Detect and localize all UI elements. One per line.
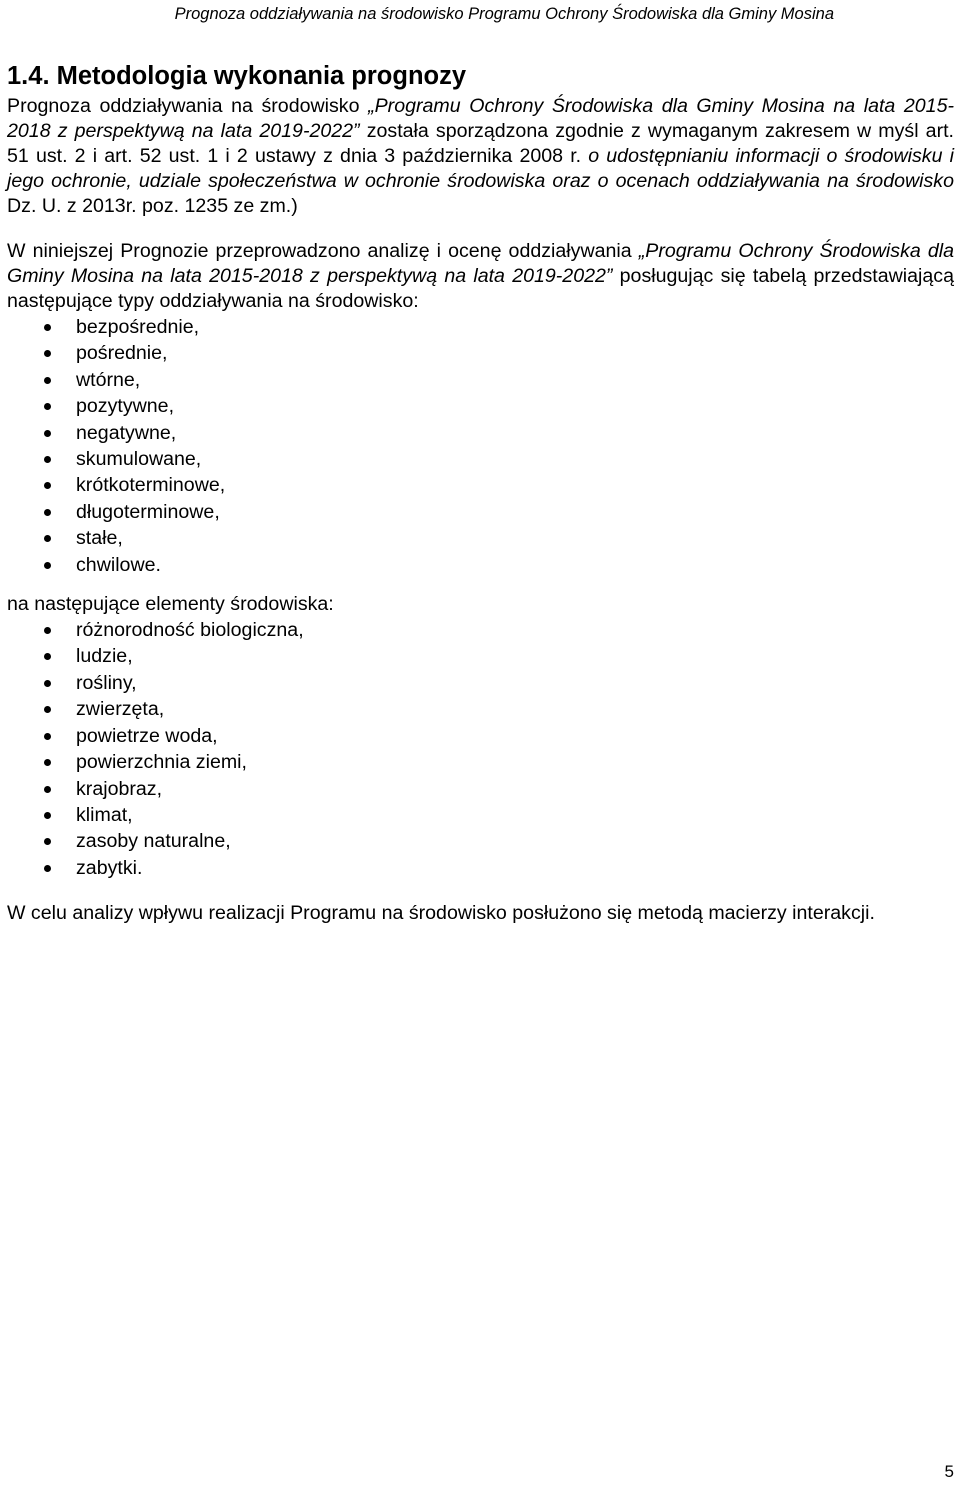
list-item-label: różnorodność biologiczna, [76,619,304,642]
list-item [7,776,954,802]
para2-text-3: posługując się tabelą przedstawiającą następujące typy oddziaływania na środowisko: [7,265,954,312]
list-item [7,855,954,881]
bullet-icon [44,838,51,845]
list-item-label: skumulowane, [76,448,202,471]
section-title: 1.4. Metodologia wykonania prognozy [7,62,467,90]
paragraph-methodology-basis [7,94,954,219]
list-item-label: wtórne, [76,368,141,391]
page-content [7,60,954,926]
list-item-label: powierzchnia ziemi, [76,751,247,774]
list-item [7,617,954,643]
list-item-label: ludzie, [76,645,133,668]
list-item [7,723,954,749]
list-item [7,420,954,446]
list-item [7,367,954,393]
bullet-icon [44,509,51,516]
bullet-icon [44,350,51,357]
para2-text-1: W niniejszej Prognozie przeprowadzono analizę i ocenę oddziaływania [7,240,639,262]
para1-text-1: Prognoza oddziaływania na środowisko [7,95,369,117]
bullet-icon [44,456,51,463]
running-header: Prognoza oddziaływania na środowisko Programu Ochrony Środowiska dla Gminy Mosina [174,5,834,23]
list-item [7,525,954,551]
list-item-label: rośliny, [76,671,137,694]
paragraph-method-summary: W celu analizy wpływu realizacji Programu na środowisko posłużono się metodą macierzy interakcji. [7,902,875,925]
para1-text-3: została sporządzona zgodnie z wymaganym zakresem w myśl art. 51 ust. 2 i art. 52 ust. 1 i 2 ustawy z dnia 3 października 2008 r. [7,120,954,167]
list-item [7,314,954,340]
paragraph-elements-intro: na następujące elementy środowiska: [7,593,334,616]
bullet-icon [44,759,51,766]
list-item [7,340,954,366]
list-item-label: klimat, [76,803,133,826]
list-item-label: bezpośrednie, [76,316,200,338]
list-item [7,749,954,775]
list-item-label: pozytywne, [76,395,175,418]
bullet-icon [44,324,51,331]
list-item [7,670,954,696]
bullet-icon [44,535,51,542]
list-item-label: zasoby naturalne, [76,830,231,853]
list-item [7,828,954,854]
program-title-citation: „Programu Ochrony Środowiska dla Gminy Mosina na lata 2015-2018 z perspektywą na lata 2019-2022” [7,95,954,142]
bullet-icon [44,865,51,872]
list-item-label: powietrze woda, [76,724,218,747]
bullet-icon [44,733,51,740]
program-title-citation-2: „Programu Ochrony Środowiska dla Gminy Mosina na lata 2015-2018 z perspektywą na lata 2019-2022” [7,240,954,287]
list-item-label: stałe, [76,527,123,550]
list-item-label: zabytki. [76,856,143,879]
list-item-label: chwilowe. [76,553,161,576]
bullet-icon [44,562,51,569]
list-item [7,552,954,578]
list-item [7,802,954,828]
list-item [7,446,954,472]
list-item [7,499,954,525]
impact-types-list [7,314,954,578]
bullet-icon [44,482,51,489]
bullet-icon [44,706,51,713]
bullet-icon [44,377,51,384]
environment-elements-list [7,617,954,881]
list-item [7,643,954,669]
list-item-label: krótkoterminowe, [76,474,226,497]
list-item-label: krajobraz, [76,777,163,800]
page-number: 5 [944,1462,954,1481]
bullet-icon [44,627,51,634]
bullet-icon [44,430,51,437]
list-item-label: pośrednie, [76,342,168,365]
bullet-icon [44,680,51,687]
bullet-icon [44,812,51,819]
list-item [7,393,954,419]
para1-text-5: Dz. U. z 2013r. poz. 1235 ze zm.) [7,195,298,217]
list-item [7,696,954,722]
list-item-label: zwierzęta, [76,698,165,721]
bullet-icon [44,653,51,660]
bullet-icon [44,786,51,793]
list-item-label: negatywne, [76,421,177,444]
bullet-icon [44,403,51,410]
paragraph-analysis-intro [7,239,954,314]
act-title-citation: o udostępnianiu informacji o środowisku i jego ochronie, udziale społeczeństwa w ochronie środowiska oraz o ocenach oddziaływania na środowisko [7,145,955,192]
list-item-label: długoterminowe, [76,500,220,523]
list-item [7,472,954,498]
